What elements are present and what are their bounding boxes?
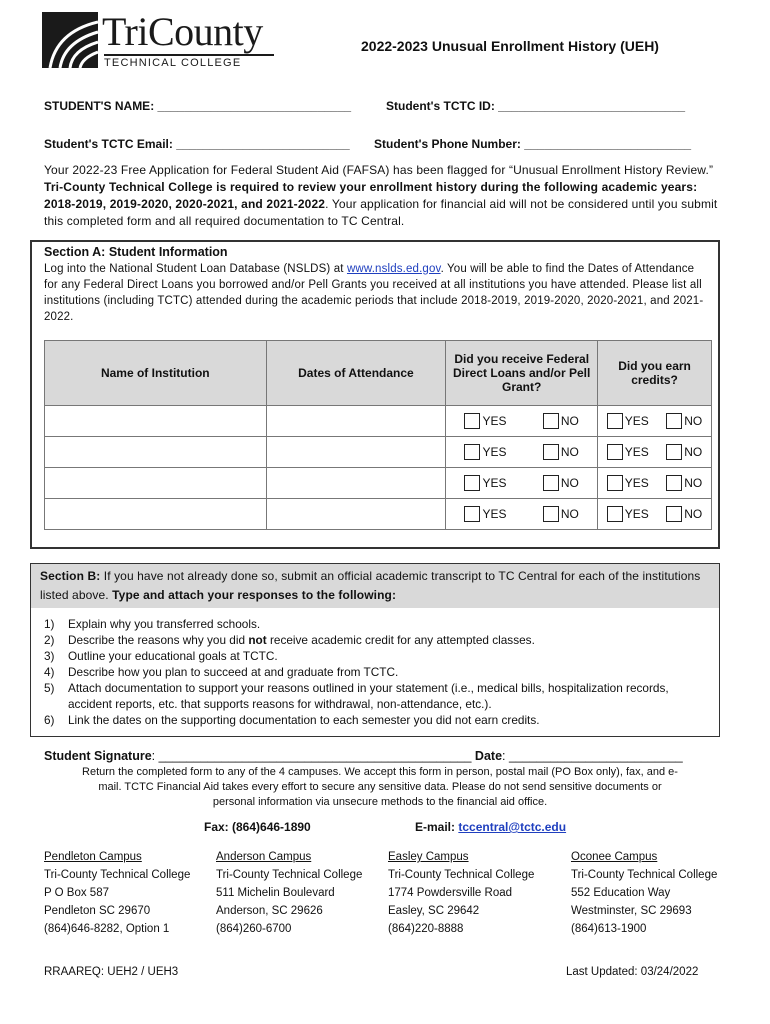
campus-org: Tri-County Technical College (571, 869, 718, 881)
intro-text-bold: Tri-County Technical College is required to review your enrollment history during the following academic years: 2018-2019, 2019-2020, 2020-2021, and 2021-2022 (44, 180, 698, 211)
yes-label: YES (482, 476, 507, 490)
student-phone-field[interactable]: Student's Phone Number: _________________________ (374, 137, 692, 151)
campus-oconee (571, 848, 746, 938)
credits-no-checkbox[interactable] (666, 444, 682, 460)
list-number: 2) (44, 633, 55, 647)
no-label: NO (684, 507, 703, 521)
college-logo (42, 9, 263, 70)
signature-row[interactable] (44, 749, 724, 763)
credits-cell (598, 499, 712, 530)
no-label: NO (560, 414, 579, 428)
list-item (44, 664, 714, 680)
no-label: NO (684, 414, 703, 428)
campus-phone: (864)220-8888 (388, 923, 464, 935)
loans-pell-cell (446, 406, 598, 437)
list-text: Describe how you plan to succeed at and graduate from TCTC. (68, 665, 399, 679)
section-b-list (44, 616, 714, 728)
date-label: Date (474, 749, 503, 763)
institution-name-cell[interactable] (45, 468, 267, 499)
logo-name: TriCounty (102, 9, 263, 54)
nslds-link[interactable]: www.nslds.ed.gov (346, 263, 441, 275)
campus-name: Easley Campus (388, 851, 469, 863)
list-text-bold: not (248, 633, 267, 647)
logo-mark-icon (42, 12, 98, 68)
loans-yes-checkbox[interactable] (464, 413, 480, 429)
institution-name-cell[interactable] (45, 499, 267, 530)
list-number: 5) (44, 681, 55, 695)
campus-easley (388, 848, 563, 938)
campus-name: Oconee Campus (571, 851, 658, 863)
campus-address: 1774 Powdersville Road (388, 887, 513, 899)
list-text: Outline your educational goals at TCTC. (68, 649, 278, 663)
loans-pell-cell (446, 437, 598, 468)
dates-attendance-cell[interactable] (266, 406, 446, 437)
col-header-institution: Name of Institution (45, 341, 267, 406)
last-updated: Last Updated: 03/24/2022 (566, 966, 699, 978)
credits-yes-checkbox[interactable] (607, 475, 623, 491)
credits-yes-checkbox[interactable] (607, 444, 623, 460)
credits-cell (598, 406, 712, 437)
no-label: NO (560, 445, 579, 459)
list-item (44, 648, 714, 664)
loans-yes-checkbox[interactable] (464, 506, 480, 522)
dates-attendance-cell[interactable] (266, 437, 446, 468)
section-a-title: Section A: Student Information (44, 245, 228, 259)
section-a-instructions (44, 261, 704, 325)
col-header-loans-pell: Did you receive Federal Direct Loans and/or Pell Grant? (446, 341, 598, 406)
section-b-label: Section B: (40, 569, 101, 583)
list-text: receive academic credit for any attempted classes. (266, 633, 535, 647)
dates-attendance-cell[interactable] (266, 499, 446, 530)
campus-org: Tri-County Technical College (388, 869, 535, 881)
yes-label: YES (482, 445, 507, 459)
campus-city: Anderson, SC 29626 (216, 905, 323, 917)
campus-city: Westminster, SC 29693 (571, 905, 692, 917)
signature-line[interactable]: : _____________________________________________ (151, 749, 475, 763)
credits-no-checkbox[interactable] (666, 475, 682, 491)
yes-label: YES (624, 414, 649, 428)
section-a-text-2: . You will be able to find the Dates of Attendance for any Federal Direct Loans you borrowed and/or Pell Grants you received at all institutions you have attended. Please list all institutions (including TCTC) attended during the academic periods that include 2018-2019, 2019-2020, 2020-2021, and 2021-2022. (44, 263, 704, 323)
yes-label: YES (624, 476, 649, 490)
list-number: 1) (44, 617, 55, 631)
section-b-text: If you have not already done so, submit an official academic transcript to TC Central for each of the institutions listed above. (40, 569, 701, 602)
no-label: NO (560, 476, 579, 490)
campus-pendleton (44, 848, 219, 938)
credits-no-checkbox[interactable] (666, 413, 682, 429)
section-b-instructions (40, 567, 710, 605)
yes-label: YES (482, 414, 507, 428)
table-row (45, 406, 712, 437)
table-row (45, 468, 712, 499)
campus-city: Pendleton SC 29670 (44, 905, 151, 917)
credits-yes-checkbox[interactable] (607, 506, 623, 522)
loans-no-checkbox[interactable] (543, 444, 559, 460)
campus-address: 511 Michelin Boulevard (216, 887, 335, 899)
intro-text-3: . Your application for financial aid will not be considered until you submit this completed form and all required documentation to TC Central. (44, 197, 718, 228)
section-b-bold-text: Type and attach your responses to the following: (112, 588, 397, 602)
loans-yes-checkbox[interactable] (464, 475, 480, 491)
institution-name-cell[interactable] (45, 437, 267, 468)
campus-org: Tri-County Technical College (44, 869, 191, 881)
list-text: Describe the reasons why you did (68, 633, 249, 647)
fax-number: Fax: (864)646-1890 (204, 820, 311, 834)
col-header-credits: Did you earn credits? (598, 341, 712, 406)
list-number: 6) (44, 713, 55, 727)
form-code: RRAAREQ: UEH2 / UEH3 (44, 966, 179, 978)
list-item (44, 616, 714, 632)
yes-label: YES (624, 507, 649, 521)
campus-city: Easley, SC 29642 (388, 905, 480, 917)
list-number: 4) (44, 665, 55, 679)
no-label: NO (684, 445, 703, 459)
campus-anderson (216, 848, 391, 938)
col-header-dates: Dates of Attendance (266, 341, 446, 406)
credits-yes-checkbox[interactable] (607, 413, 623, 429)
credits-cell (598, 468, 712, 499)
no-label: NO (560, 507, 579, 521)
table-row (45, 499, 712, 530)
loans-no-checkbox[interactable] (543, 475, 559, 491)
list-text: Link the dates on the supporting documentation to each semester you did not earn credits. (68, 713, 540, 727)
table-row (45, 437, 712, 468)
student-name-field[interactable]: STUDENT'S NAME: _____________________________ (44, 99, 352, 113)
campus-address: 552 Education Way (571, 887, 671, 899)
student-id-field[interactable]: Student's TCTC ID: ____________________________ (386, 99, 686, 113)
campus-org: Tri-County Technical College (216, 869, 363, 881)
email-label: E-mail: (415, 820, 459, 834)
intro-paragraph (44, 162, 724, 230)
institution-name-cell[interactable] (45, 406, 267, 437)
loans-no-checkbox[interactable] (543, 413, 559, 429)
list-item (44, 712, 714, 728)
campus-phone: (864)613-1900 (571, 923, 647, 935)
logo-subtitle: TECHNICAL COLLEGE (104, 54, 274, 69)
signature-label: Student Signature (44, 749, 152, 763)
intro-text-1: Your 2022-23 Free Application for Federal Student Aid (FAFSA) has been flagged for “Unusual Enrollment History Review.” (44, 163, 714, 177)
return-instructions: Return the completed form to any of the 4 campuses. We accept this form in person, postal mail (PO Box only), fax, and e-mail. TCTC Financial Aid takes every effort to secure any sensitive data. Please do not send sensitive documents or personal information via unsecure methods to the financial aid office. (82, 766, 678, 808)
loans-pell-cell (446, 468, 598, 499)
yes-label: YES (482, 507, 507, 521)
yes-label: YES (624, 445, 649, 459)
campus-phone: (864)260-6700 (216, 923, 292, 935)
list-text: Attach documentation to support your reasons outlined in your statement (i.e., medical bills, hospitalization records, accident reports, etc. that supports reasons for withdrawal, non-attendance, etc.). (68, 681, 669, 711)
student-email-field[interactable]: Student's TCTC Email: __________________________ (44, 137, 350, 151)
campus-address: P O Box 587 (44, 887, 109, 899)
campus-phone: (864)646-8282, Option 1 (44, 923, 170, 935)
loans-no-checkbox[interactable] (543, 506, 559, 522)
campus-name: Pendleton Campus (44, 851, 142, 863)
credits-cell (598, 437, 712, 468)
list-item (44, 680, 714, 712)
list-text: Explain why you transferred schools. (68, 617, 261, 631)
loans-yes-checkbox[interactable] (464, 444, 480, 460)
dates-attendance-cell[interactable] (266, 468, 446, 499)
section-a-text-1: Log into the National Student Loan Database (NSLDS) at (44, 263, 347, 275)
form-title: 2022-2023 Unusual Enrollment History (UEH) (361, 38, 659, 54)
email-contact (415, 820, 566, 834)
list-item (44, 632, 714, 648)
loans-pell-cell (446, 499, 598, 530)
date-line[interactable]: : _________________________ (502, 749, 683, 763)
credits-no-checkbox[interactable] (666, 506, 682, 522)
institutions-table (44, 340, 712, 530)
campus-name: Anderson Campus (216, 851, 312, 863)
list-number: 3) (44, 649, 55, 663)
email-link[interactable]: tccentral@tctc.edu (458, 820, 567, 834)
no-label: NO (684, 476, 703, 490)
